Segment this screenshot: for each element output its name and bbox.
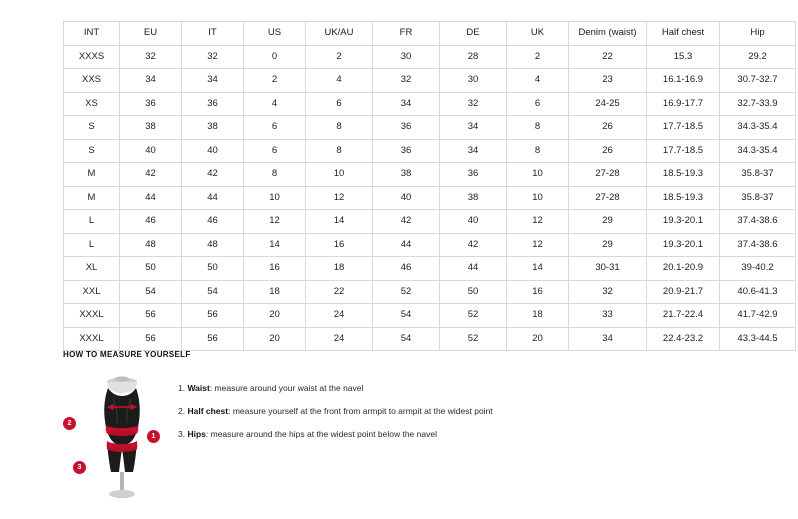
cell-denim-waist: 22	[569, 45, 647, 69]
table-row	[64, 163, 796, 187]
cell-de: 34	[440, 139, 507, 163]
cell-eu: 38	[120, 116, 182, 140]
size-chart-table	[63, 21, 796, 351]
cell-it: 36	[182, 92, 244, 116]
cell-de: 40	[440, 210, 507, 234]
cell-uk: 8	[507, 116, 569, 140]
cell-eu: 54	[120, 280, 182, 304]
cell-uk-au: 8	[306, 139, 373, 163]
column-header-hip: Hip	[720, 22, 796, 46]
column-header-fr: FR	[373, 22, 440, 46]
cell-int: XXL	[64, 280, 120, 304]
cell-it: 54	[182, 280, 244, 304]
section-title: HOW TO MEASURE YOURSELF	[63, 350, 191, 359]
cell-fr: 40	[373, 186, 440, 210]
cell-us: 16	[244, 257, 306, 281]
table-row	[64, 69, 796, 93]
cell-us: 6	[244, 139, 306, 163]
measure-item-text: : measure yourself at the front from armpit to armpit at the widest point	[228, 406, 493, 417]
figure-column	[63, 373, 178, 503]
cell-denim-waist: 32	[569, 280, 647, 304]
badge-2-half-chest: 2	[63, 417, 76, 430]
cell-half-chest: 21.7-22.4	[647, 304, 720, 328]
cell-uk-au: 12	[306, 186, 373, 210]
cell-it: 56	[182, 327, 244, 351]
cell-half-chest: 19.3-20.1	[647, 210, 720, 234]
cell-hip: 37.4-38.6	[720, 233, 796, 257]
cell-it: 32	[182, 45, 244, 69]
badge-1-waist: 1	[147, 430, 160, 443]
table-header-row	[64, 22, 796, 46]
cell-uk-au: 8	[306, 116, 373, 140]
cell-de: 36	[440, 163, 507, 187]
cell-de: 30	[440, 69, 507, 93]
cell-it: 44	[182, 186, 244, 210]
cell-fr: 38	[373, 163, 440, 187]
cell-int: XXXL	[64, 304, 120, 328]
cell-us: 2	[244, 69, 306, 93]
cell-uk: 10	[507, 186, 569, 210]
cell-int: M	[64, 186, 120, 210]
cell-int: L	[64, 210, 120, 234]
column-header-it: IT	[182, 22, 244, 46]
cell-de: 28	[440, 45, 507, 69]
cell-fr: 54	[373, 304, 440, 328]
column-header-half-chest: Half chest	[647, 22, 720, 46]
cell-eu: 44	[120, 186, 182, 210]
column-header-eu: EU	[120, 22, 182, 46]
cell-uk-au: 10	[306, 163, 373, 187]
table-row	[64, 304, 796, 328]
cell-half-chest: 18.5-19.3	[647, 186, 720, 210]
cell-fr: 32	[373, 69, 440, 93]
cell-uk-au: 16	[306, 233, 373, 257]
cell-uk-au: 2	[306, 45, 373, 69]
cell-half-chest: 16.9-17.7	[647, 92, 720, 116]
column-header-uk: UK	[507, 22, 569, 46]
cell-it: 38	[182, 116, 244, 140]
cell-denim-waist: 23	[569, 69, 647, 93]
measure-item-term: Half chest	[187, 406, 229, 417]
cell-eu: 32	[120, 45, 182, 69]
cell-uk-au: 14	[306, 210, 373, 234]
table-row	[64, 257, 796, 281]
cell-it: 40	[182, 139, 244, 163]
badge-3-hips: 3	[73, 461, 86, 474]
cell-fr: 42	[373, 210, 440, 234]
table-row	[64, 45, 796, 69]
size-chart-table-container	[63, 21, 778, 351]
table-row	[64, 139, 796, 163]
cell-fr: 36	[373, 139, 440, 163]
cell-denim-waist: 30-31	[569, 257, 647, 281]
cell-eu: 56	[120, 304, 182, 328]
measure-item-number: 1.	[178, 383, 186, 393]
table-row	[64, 327, 796, 351]
cell-int: M	[64, 163, 120, 187]
cell-uk: 12	[507, 233, 569, 257]
cell-uk: 6	[507, 92, 569, 116]
cell-uk: 14	[507, 257, 569, 281]
cell-uk: 18	[507, 304, 569, 328]
cell-eu: 34	[120, 69, 182, 93]
cell-hip: 35.8-37	[720, 163, 796, 187]
cell-uk-au: 22	[306, 280, 373, 304]
cell-int: S	[64, 139, 120, 163]
cell-de: 34	[440, 116, 507, 140]
column-header-uk-au: UK/AU	[306, 22, 373, 46]
cell-de: 44	[440, 257, 507, 281]
cell-hip: 30.7-32.7	[720, 69, 796, 93]
cell-hip: 32.7-33.9	[720, 92, 796, 116]
table-row	[64, 233, 796, 257]
cell-it: 34	[182, 69, 244, 93]
cell-uk: 8	[507, 139, 569, 163]
cell-uk-au: 18	[306, 257, 373, 281]
cell-hip: 37.4-38.6	[720, 210, 796, 234]
cell-uk: 12	[507, 210, 569, 234]
cell-denim-waist: 34	[569, 327, 647, 351]
measure-body	[63, 373, 763, 503]
cell-int: XXS	[64, 69, 120, 93]
measure-item-number: 3.	[178, 429, 186, 440]
cell-half-chest: 18.5-19.3	[647, 163, 720, 187]
cell-half-chest: 22.4-23.2	[647, 327, 720, 351]
cell-it: 46	[182, 210, 244, 234]
cell-eu: 56	[120, 327, 182, 351]
cell-int: L	[64, 233, 120, 257]
cell-us: 14	[244, 233, 306, 257]
cell-denim-waist: 27-28	[569, 163, 647, 187]
cell-fr: 52	[373, 280, 440, 304]
cell-denim-waist: 33	[569, 304, 647, 328]
cell-de: 42	[440, 233, 507, 257]
cell-int: XL	[64, 257, 120, 281]
cell-denim-waist: 27-28	[569, 186, 647, 210]
how-to-measure-section	[63, 350, 763, 503]
cell-denim-waist: 26	[569, 116, 647, 140]
cell-de: 52	[440, 327, 507, 351]
cell-hip: 40.6-41.3	[720, 280, 796, 304]
column-header-denim-waist: Denim (waist)	[569, 22, 647, 46]
cell-eu: 40	[120, 139, 182, 163]
cell-int: XXXL	[64, 327, 120, 351]
cell-fr: 44	[373, 233, 440, 257]
measure-item-term: Waist	[187, 383, 210, 393]
cell-half-chest: 15.3	[647, 45, 720, 69]
cell-hip: 43.3-44.5	[720, 327, 796, 351]
cell-int: S	[64, 116, 120, 140]
cell-de: 50	[440, 280, 507, 304]
cell-hip: 34.3-35.4	[720, 116, 796, 140]
cell-half-chest: 17.7-18.5	[647, 139, 720, 163]
cell-hip: 35.8-37	[720, 186, 796, 210]
cell-half-chest: 16.1-16.9	[647, 69, 720, 93]
cell-uk-au: 6	[306, 92, 373, 116]
table-row	[64, 280, 796, 304]
measure-item-text: : measure around your waist at the navel	[209, 383, 364, 393]
cell-us: 0	[244, 45, 306, 69]
measure-item-waist	[178, 383, 763, 393]
cell-uk: 4	[507, 69, 569, 93]
cell-hip: 39-40.2	[720, 257, 796, 281]
table-row	[64, 210, 796, 234]
cell-us: 12	[244, 210, 306, 234]
cell-eu: 46	[120, 210, 182, 234]
column-header-us: US	[244, 22, 306, 46]
cell-hip: 41.7-42.9	[720, 304, 796, 328]
cell-eu: 50	[120, 257, 182, 281]
cell-de: 52	[440, 304, 507, 328]
cell-half-chest: 20.1-20.9	[647, 257, 720, 281]
cell-it: 42	[182, 163, 244, 187]
measure-item-hips	[178, 429, 763, 439]
cell-uk-au: 24	[306, 304, 373, 328]
cell-us: 18	[244, 280, 306, 304]
cell-half-chest: 19.3-20.1	[647, 233, 720, 257]
cell-denim-waist: 29	[569, 233, 647, 257]
cell-it: 56	[182, 304, 244, 328]
table-row	[64, 92, 796, 116]
cell-us: 4	[244, 92, 306, 116]
cell-fr: 46	[373, 257, 440, 281]
cell-de: 32	[440, 92, 507, 116]
cell-hip: 29.2	[720, 45, 796, 69]
cell-fr: 54	[373, 327, 440, 351]
table-row	[64, 116, 796, 140]
column-header-int: INT	[64, 22, 120, 46]
cell-eu: 48	[120, 233, 182, 257]
measure-text-column	[178, 373, 763, 453]
cell-us: 20	[244, 304, 306, 328]
cell-denim-waist: 26	[569, 139, 647, 163]
cell-int: XXXS	[64, 45, 120, 69]
cell-denim-waist: 24-25	[569, 92, 647, 116]
measure-item-number: 2.	[178, 406, 186, 417]
cell-uk: 20	[507, 327, 569, 351]
cell-uk: 16	[507, 280, 569, 304]
cell-uk-au: 24	[306, 327, 373, 351]
measure-item-half-chest	[178, 406, 763, 416]
cell-eu: 36	[120, 92, 182, 116]
cell-int: XS	[64, 92, 120, 116]
cell-uk-au: 4	[306, 69, 373, 93]
cell-us: 8	[244, 163, 306, 187]
cell-eu: 42	[120, 163, 182, 187]
cell-fr: 30	[373, 45, 440, 69]
column-header-de: DE	[440, 22, 507, 46]
cell-de: 38	[440, 186, 507, 210]
measure-item-term: Hips	[187, 429, 206, 440]
cell-half-chest: 17.7-18.5	[647, 116, 720, 140]
cell-it: 50	[182, 257, 244, 281]
cell-denim-waist: 29	[569, 210, 647, 234]
cell-uk: 10	[507, 163, 569, 187]
mannequin-illustration	[91, 373, 153, 501]
cell-us: 10	[244, 186, 306, 210]
cell-it: 48	[182, 233, 244, 257]
measure-item-text: : measure around the hips at the widest point below the navel	[205, 429, 437, 440]
cell-half-chest: 20.9-21.7	[647, 280, 720, 304]
cell-hip: 34.3-35.4	[720, 139, 796, 163]
cell-fr: 36	[373, 116, 440, 140]
cell-us: 6	[244, 116, 306, 140]
cell-us: 20	[244, 327, 306, 351]
cell-uk: 2	[507, 45, 569, 69]
table-row	[64, 186, 796, 210]
cell-fr: 34	[373, 92, 440, 116]
